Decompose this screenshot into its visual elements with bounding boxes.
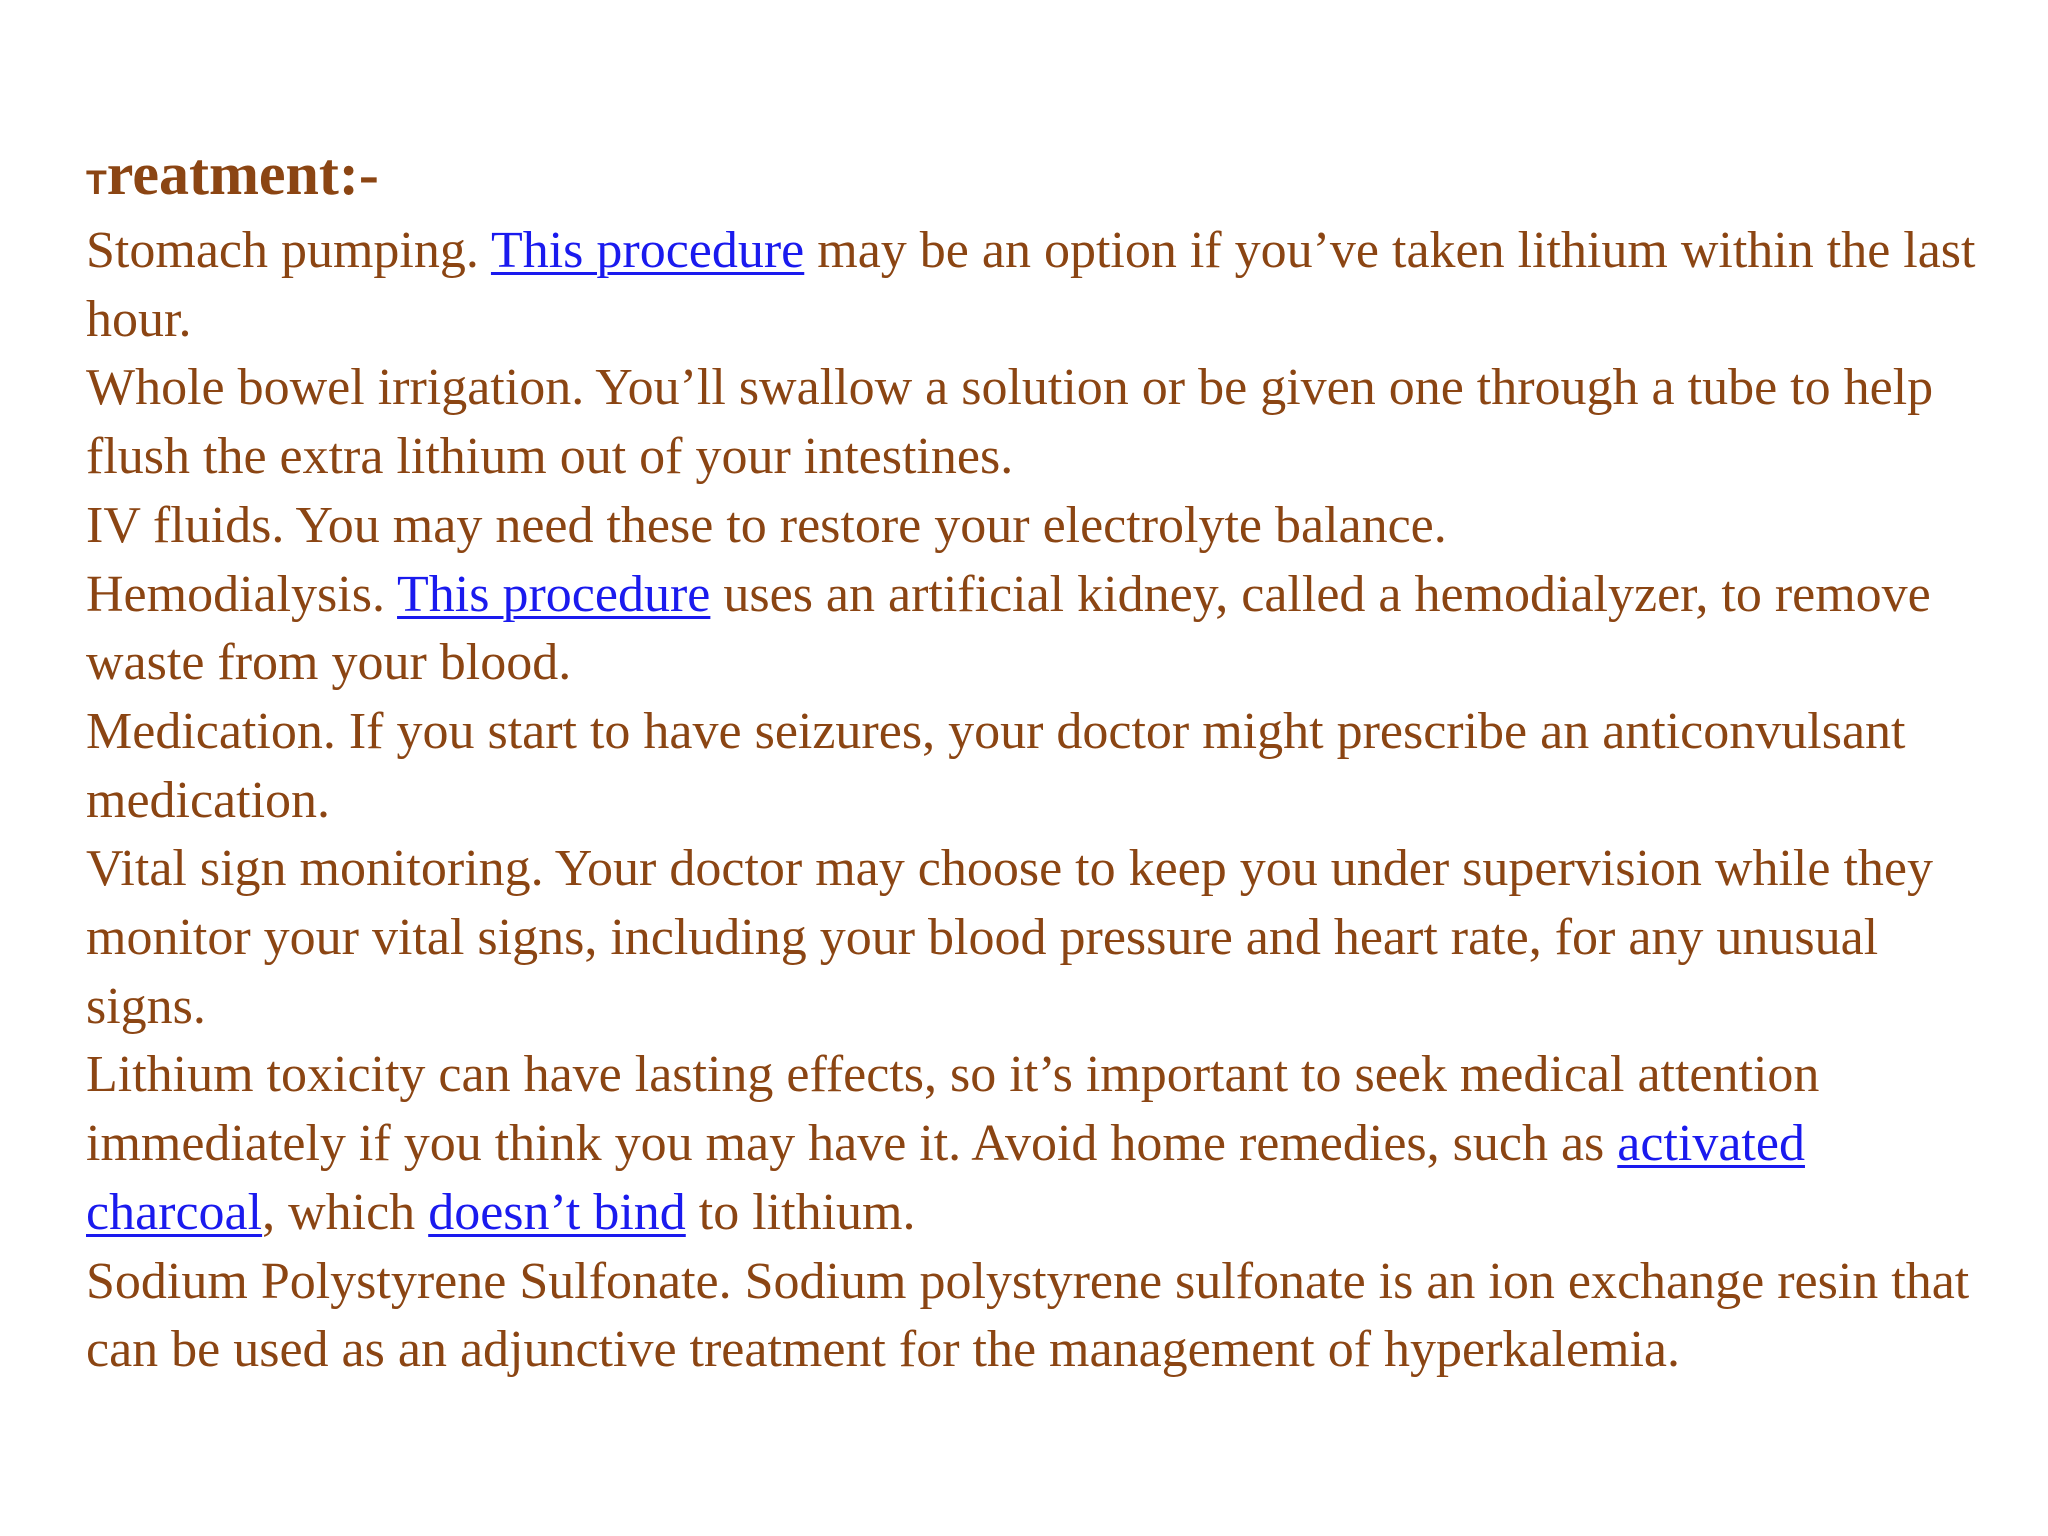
- doesnt-bind-link[interactable]: doesn’t bind: [428, 1183, 686, 1241]
- paragraph-stomach-pumping: [86, 217, 1988, 354]
- paragraph-vital-sign-monitoring: Vital sign monitoring. Your doctor may choose to keep you under supervision while they monitor your vital signs, including your blood pressure and heart rate, for any unusual signs.: [86, 840, 1933, 1035]
- heading-rest: reatment:-: [106, 141, 379, 207]
- paragraph-text: to lithium.: [685, 1183, 916, 1241]
- paragraph-hemodialysis: [86, 561, 1988, 698]
- this-procedure-link[interactable]: This procedure: [490, 222, 805, 279]
- paragraph-text: uses an artificial kidney, called a hemodialyzer, to remove waste from your blood.: [86, 565, 1931, 692]
- paragraph-lasting-effects: [86, 1041, 1988, 1247]
- paragraph-text: Stomach pumping.: [86, 222, 491, 279]
- heading-first-letter: T: [86, 164, 107, 202]
- activated-charcoal-link[interactable]: activated charcoal: [86, 1115, 1805, 1241]
- paragraph-medication: Medication. If you start to have seizures, your doctor might prescribe an anticonvulsant medication.: [86, 702, 1906, 829]
- paragraph-bowel-irrigation: Whole bowel irrigation. You’ll swallow a solution or be given one through a tube to help flush the extra lithium out of your intestines.: [86, 359, 1934, 486]
- section-heading: [86, 140, 1988, 217]
- paragraph-text: , which: [262, 1183, 429, 1241]
- paragraph-iv-fluids: IV fluids. You may need these to restore your electrolyte balance.: [86, 496, 1447, 554]
- paragraph-text: Lithium toxicity can have lasting effects, so it’s important to seek medical attention immediately if you think you may have it. Avoid home remedies, such as: [86, 1046, 1820, 1173]
- this-procedure-link[interactable]: This procedure: [397, 565, 711, 623]
- treatment-list: [86, 217, 1988, 1385]
- paragraph-text: may be an option if you’ve taken lithium within the last hour.: [86, 222, 1976, 348]
- paragraph-sodium-polystyrene: Sodium Polystyrene Sulfonate. Sodium polystyrene sulfonate is an ion exchange resin that can be used as an adjunctive treatment for the management of hyperkalemia.: [86, 1252, 1970, 1379]
- paragraph-text: Hemodialysis.: [86, 565, 398, 623]
